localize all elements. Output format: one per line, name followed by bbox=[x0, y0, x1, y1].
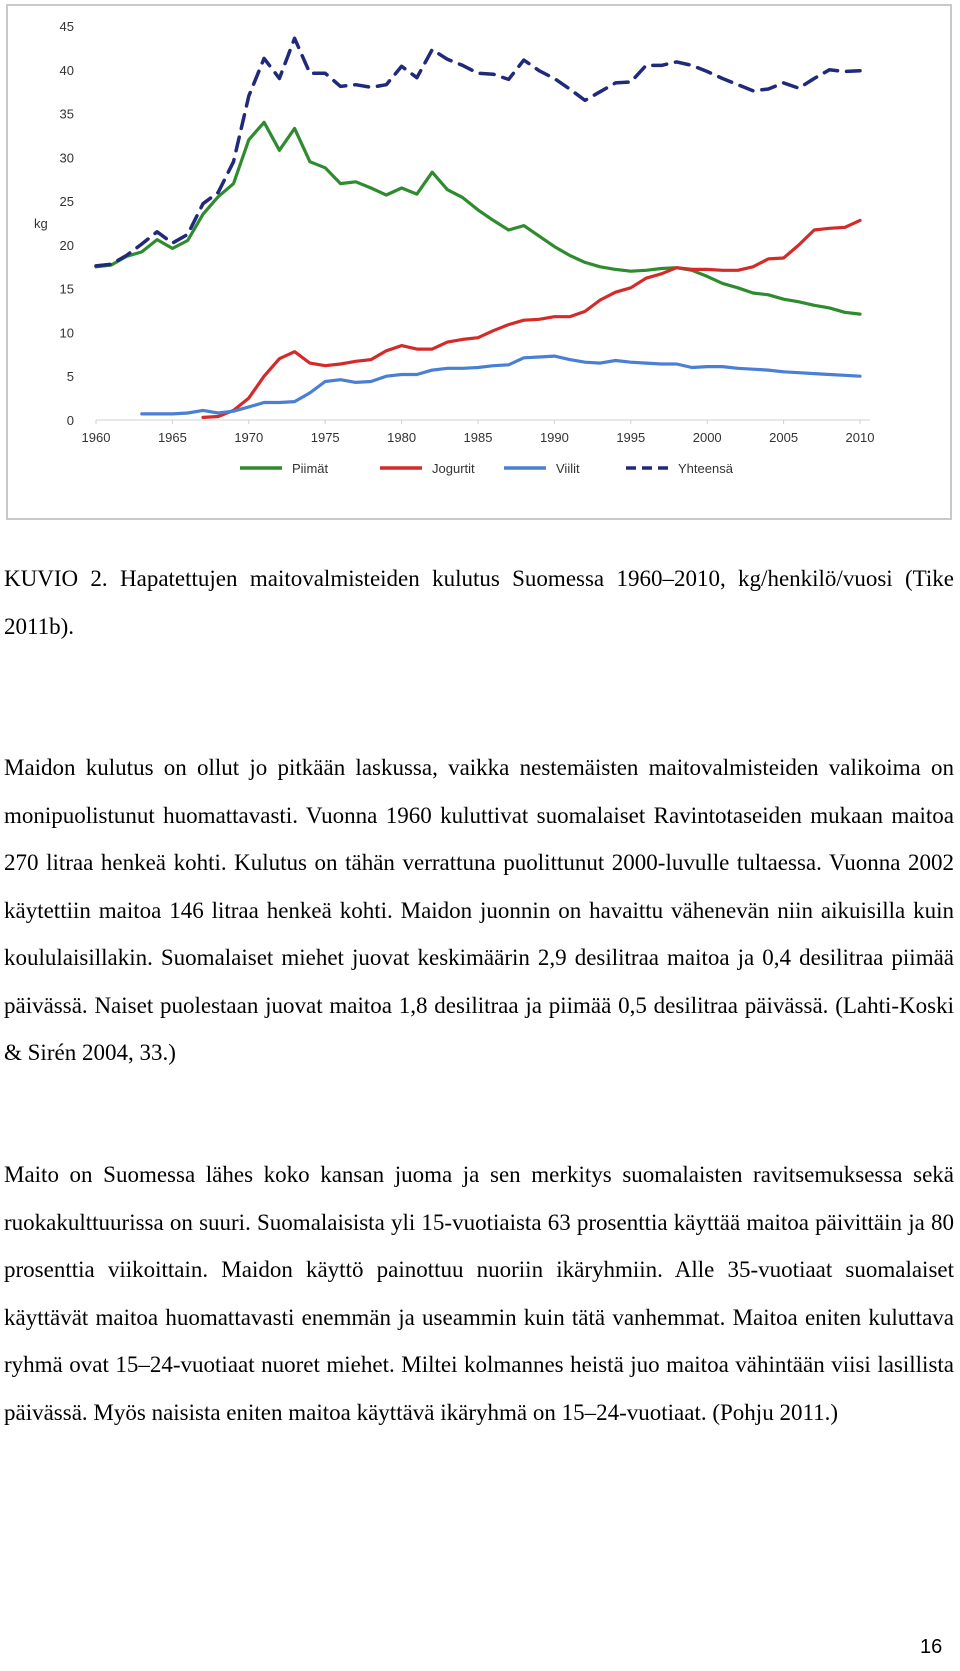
y-tick-label: 45 bbox=[59, 19, 74, 34]
y-tick-label: 35 bbox=[59, 106, 74, 122]
x-tick-label: 1975 bbox=[310, 430, 340, 445]
x-tick-label: 1980 bbox=[387, 430, 417, 445]
y-tick-label: 20 bbox=[59, 237, 74, 253]
legend-label: Jogurtit bbox=[432, 461, 475, 476]
series-line-3 bbox=[142, 356, 860, 414]
x-tick-label: 1960 bbox=[81, 430, 111, 445]
series-line-4 bbox=[96, 38, 860, 266]
y-tick-label: 30 bbox=[59, 150, 74, 166]
figure-caption: KUVIO 2. Hapatettujen maitovalmisteiden kulutus Suomessa 1960–2010, kg/henkilö/vuosi (Tike 2011b). bbox=[4, 566, 954, 639]
legend-label: Viilit bbox=[556, 461, 580, 476]
y-axis-label: kg bbox=[34, 216, 48, 231]
series-line-1 bbox=[96, 122, 860, 314]
x-tick-label: 1970 bbox=[234, 430, 264, 445]
x-tick-label: 1965 bbox=[157, 430, 187, 445]
x-tick-label: 2000 bbox=[692, 430, 722, 445]
line-chart bbox=[8, 6, 950, 518]
paragraph-2: Maito on Suomessa lähes koko kansan juoma ja sen merkitys suomalaisten ravitsemuksessa sekä ruokakulttuurissa on suuri. Suomalaisista yli 15-vuotiaista 63 prosenttia käyttää maitoa päivittäin ja 80 prosenttia viikoittain. Maidon käyttö painottuu nuoriin ikäryhmiin. Alle 35-vuotiaat suomalaiset käyttävät maitoa huomattavasti enemmän ja useammin kuin tätä vanhemmat. Maitoa eniten kuluttava ryhmä ovat 15–24-vuotiaat nuoret miehet. Miltei kolmannes heistä juo maitoa vähintään viisi lasillista päivässä. Myös naisista eniten maitoa käyttävä ikäryhmä on 15–24-vuotiaat. (Pohju 2011.) bbox=[4, 1162, 954, 1425]
y-tick-label: 0 bbox=[66, 413, 74, 428]
chart-axes bbox=[60, 19, 875, 445]
x-tick-label: 1990 bbox=[539, 430, 569, 445]
y-tick-label: 15 bbox=[59, 281, 74, 297]
x-tick-label: 2010 bbox=[845, 430, 875, 445]
paragraph-1: Maidon kulutus on ollut jo pitkään laskussa, vaikka nestemäisten maitovalmisteiden valikoima on monipuolistunut huomattavasti. Vuonna 1960 kuluttivat suomalaiset Ravintotaseiden mukaan maitoa 270 litraa henkeä kohti. Kulutus on tähän verrattuna puolittunut 2000-luvulle tultaessa. Vuonna 2002 käytettiin maitoa 146 litraa henkeä kohti. Maidon juonnin on havaittu vähenevän niin aikuisilla kuin koululaisillakin. Suomalaiset miehet juovat keskimäärin 2,9 desilitraa maitoa ja 0,4 desilitraa piimää päivässä. Naiset puolestaan juovat maitoa 1,8 desilitraa ja piimää 0,5 desilitraa päivässä. (Lahti-Koski & Sirén 2004, 33.) bbox=[4, 755, 954, 1065]
y-tick-label: 40 bbox=[59, 62, 74, 78]
legend-label: Yhteensä bbox=[678, 461, 733, 476]
chart-legend bbox=[240, 461, 734, 476]
series-line-2 bbox=[203, 220, 860, 417]
legend-label: Piimät bbox=[292, 461, 329, 476]
chart-frame bbox=[6, 4, 952, 520]
page-number: 16 bbox=[920, 1636, 943, 1658]
x-tick-label: 2005 bbox=[769, 430, 799, 445]
x-tick-label: 1985 bbox=[463, 430, 493, 445]
chart-series bbox=[96, 38, 860, 417]
y-tick-label: 25 bbox=[59, 194, 74, 210]
y-tick-label: 10 bbox=[59, 325, 74, 341]
y-tick-label: 5 bbox=[66, 369, 74, 385]
x-tick-label: 1995 bbox=[616, 430, 646, 445]
